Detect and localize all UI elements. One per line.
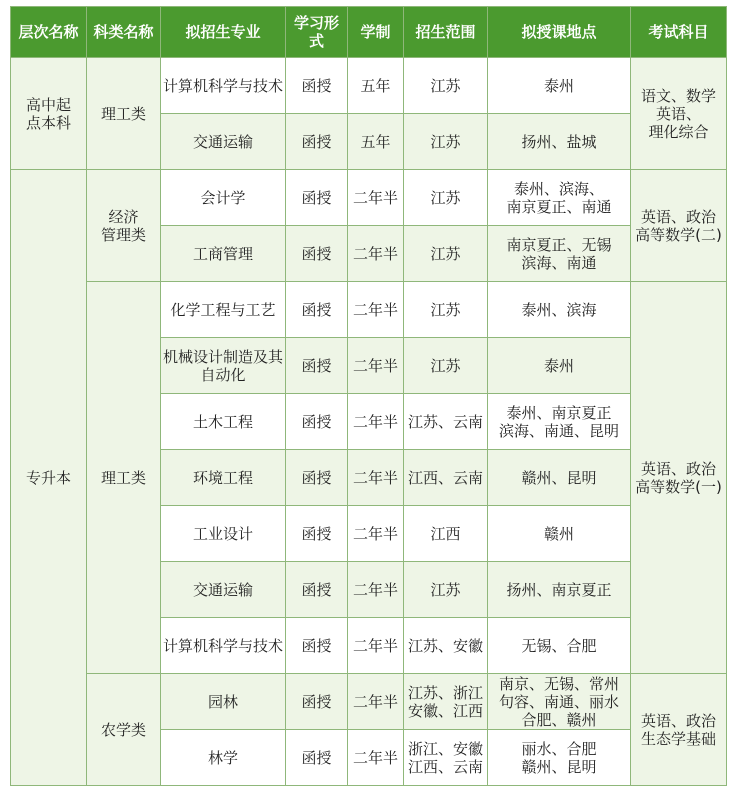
category-cell: 农学类 [87,674,161,786]
location-cell: 泰州 [488,338,631,394]
category-cell: 理工类 [87,282,161,674]
location-cell: 赣州 [488,506,631,562]
header-level: 层次名称 [11,7,87,58]
exam-cell: 英语、政治 高等数学(一) [631,282,727,674]
years-cell: 二年半 [348,506,404,562]
location-cell: 泰州、南京夏正 滨海、南通、昆明 [488,394,631,450]
years-cell: 五年 [348,58,404,114]
form-cell: 函授 [286,58,348,114]
scope-cell: 江苏 [404,226,488,282]
level-cell: 专升本 [11,170,87,786]
major-cell: 林学 [161,730,286,786]
header-years: 学制 [348,7,404,58]
major-cell: 机械设计制造及其 自动化 [161,338,286,394]
form-cell: 函授 [286,450,348,506]
location-cell: 赣州、昆明 [488,450,631,506]
years-cell: 二年半 [348,562,404,618]
exam-cell: 语文、数学 英语、 理化综合 [631,58,727,170]
header-category: 科类名称 [87,7,161,58]
exam-cell: 英语、政治 高等数学(二) [631,170,727,282]
major-cell: 工商管理 [161,226,286,282]
years-cell: 五年 [348,114,404,170]
scope-cell: 江苏、浙江 安徽、江西 [404,674,488,730]
scope-cell: 江苏 [404,114,488,170]
location-cell: 扬州、南京夏正 [488,562,631,618]
form-cell: 函授 [286,338,348,394]
scope-cell: 浙江、安徽 江西、云南 [404,730,488,786]
header-form: 学习形式 [286,7,348,58]
table-row [11,58,727,114]
table-row [11,674,727,730]
enrollment-table [10,6,727,786]
form-cell: 函授 [286,114,348,170]
exam-cell: 英语、政治 生态学基础 [631,674,727,786]
years-cell: 二年半 [348,450,404,506]
header-exam: 考试科目 [631,7,727,58]
years-cell: 二年半 [348,394,404,450]
location-cell: 南京、无锡、常州 句容、南通、丽水 合肥、赣州 [488,674,631,730]
form-cell: 函授 [286,506,348,562]
major-cell: 土木工程 [161,394,286,450]
form-cell: 函授 [286,618,348,674]
form-cell: 函授 [286,170,348,226]
scope-cell: 江苏 [404,282,488,338]
form-cell: 函授 [286,226,348,282]
location-cell: 丽水、合肥 赣州、昆明 [488,730,631,786]
scope-cell: 江苏 [404,562,488,618]
major-cell: 环境工程 [161,450,286,506]
form-cell: 函授 [286,394,348,450]
major-cell: 园林 [161,674,286,730]
form-cell: 函授 [286,562,348,618]
location-cell: 扬州、盐城 [488,114,631,170]
years-cell: 二年半 [348,170,404,226]
major-cell: 计算机科学与技术 [161,618,286,674]
category-cell: 经济 管理类 [87,170,161,282]
level-cell: 高中起 点本科 [11,58,87,170]
location-cell: 泰州、滨海、 南京夏正、南通 [488,170,631,226]
major-cell: 交通运输 [161,114,286,170]
scope-cell: 江西、云南 [404,450,488,506]
years-cell: 二年半 [348,618,404,674]
header-row [11,7,727,58]
header-location: 拟授课地点 [488,7,631,58]
years-cell: 二年半 [348,730,404,786]
major-cell: 化学工程与工艺 [161,282,286,338]
table-row [11,170,727,226]
major-cell: 交通运输 [161,562,286,618]
scope-cell: 江苏 [404,338,488,394]
form-cell: 函授 [286,730,348,786]
scope-cell: 江苏、安徽 [404,618,488,674]
form-cell: 函授 [286,282,348,338]
years-cell: 二年半 [348,282,404,338]
form-cell: 函授 [286,674,348,730]
major-cell: 工业设计 [161,506,286,562]
major-cell: 计算机科学与技术 [161,58,286,114]
years-cell: 二年半 [348,226,404,282]
scope-cell: 江西 [404,506,488,562]
header-scope: 招生范围 [404,7,488,58]
major-cell: 会计学 [161,170,286,226]
location-cell: 无锡、合肥 [488,618,631,674]
location-cell: 南京夏正、无锡 滨海、南通 [488,226,631,282]
scope-cell: 江苏 [404,58,488,114]
location-cell: 泰州、滨海 [488,282,631,338]
category-cell: 理工类 [87,58,161,170]
years-cell: 二年半 [348,338,404,394]
table-row [11,282,727,338]
location-cell: 泰州 [488,58,631,114]
header-major: 拟招生专业 [161,7,286,58]
years-cell: 二年半 [348,674,404,730]
scope-cell: 江苏、云南 [404,394,488,450]
scope-cell: 江苏 [404,170,488,226]
